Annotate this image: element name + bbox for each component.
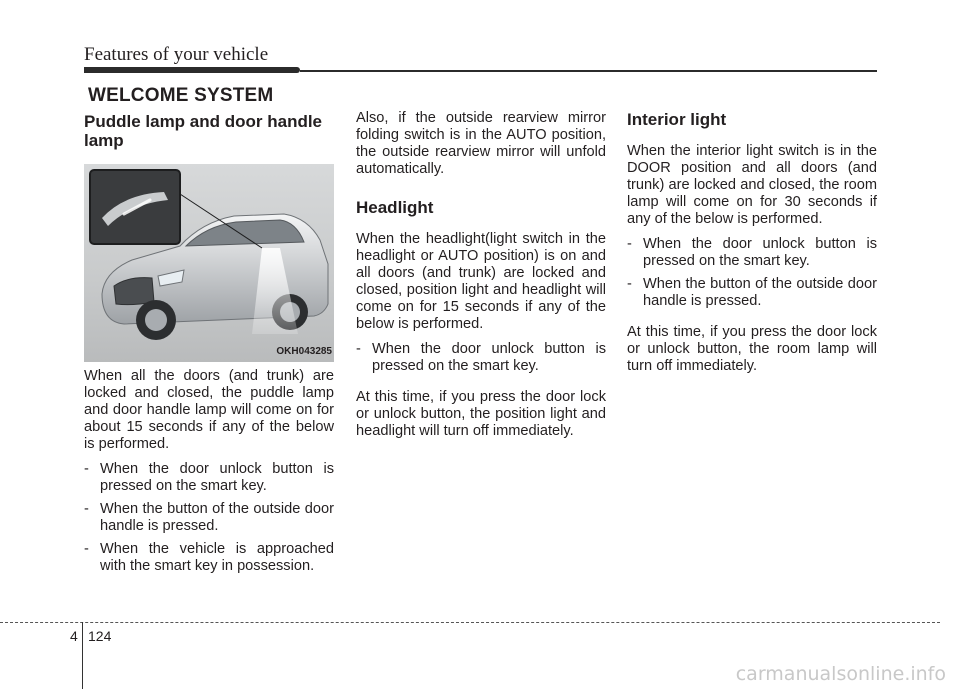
puddle-lamp-heading: Puddle lamp and door handle lamp [84,112,323,150]
headlight-heading: Headlight [356,198,434,217]
page-header-title: Features of your vehicle [84,44,269,65]
headlight-intro: When the headlight(light switch in the headlight or AUTO position) is on and all doors (and trunk) are locked and closed, position light and headlight will come on for 15 seconds if any of the below is performed. [356,231,606,332]
footer-rule [0,622,940,623]
interior-light-intro: When the interior light switch is in the DOOR position and all doors (and trunk) are locked and closed, the room lamp will come on for 30 seconds if any of the below is performed. [627,143,877,227]
header-rule-thick [84,67,300,73]
column-3 [627,110,877,383]
list-item: - When the door unlock button is pressed on the smart key. [627,236,877,269]
puddle-lamp-intro: When all the doors (and trunk) are locked and closed, the puddle lamp and door handle lamp will come on for about 15 seconds if any of the below is performed. [84,368,334,452]
column-1 [84,112,334,589]
chapter-number: 4 [70,628,78,644]
interior-light-outro: At this time, if you press the door lock or unlock button, the room lamp will turn off immediately. [627,324,877,374]
headlight-list [356,341,606,375]
list-item: - When the door unlock button is pressed on the smart key. [84,461,334,494]
watermark: carmanualsonline.info [735,663,946,685]
mirror-paragraph: Also, if the outside rearview mirror folding switch is in the AUTO position, the outside rearview mirror will unfold automatically. [356,110,606,177]
list-item: - When the button of the outside door handle is pressed. [84,501,334,534]
list-item: - When the vehicle is approached with the smart key in possession. [84,541,334,574]
list-item: - When the button of the outside door handle is pressed. [627,276,877,309]
list-item: - When the door unlock button is pressed on the smart key. [356,341,606,374]
section-title: WELCOME SYSTEM [88,85,274,106]
figure-code: OKH043285 [276,346,332,357]
car-image [84,164,334,362]
header-rule-thin [300,70,877,72]
puddle-lamp-list [84,461,334,575]
interior-light-list [627,236,877,310]
column-2 [356,110,606,448]
page-number: 124 [88,628,112,644]
interior-light-heading: Interior light [627,110,727,129]
footer-divider [82,622,83,689]
headlight-outro: At this time, if you press the door lock or unlock button, the position light and headlight will turn off immediately. [356,389,606,439]
car-illustration [84,164,334,362]
